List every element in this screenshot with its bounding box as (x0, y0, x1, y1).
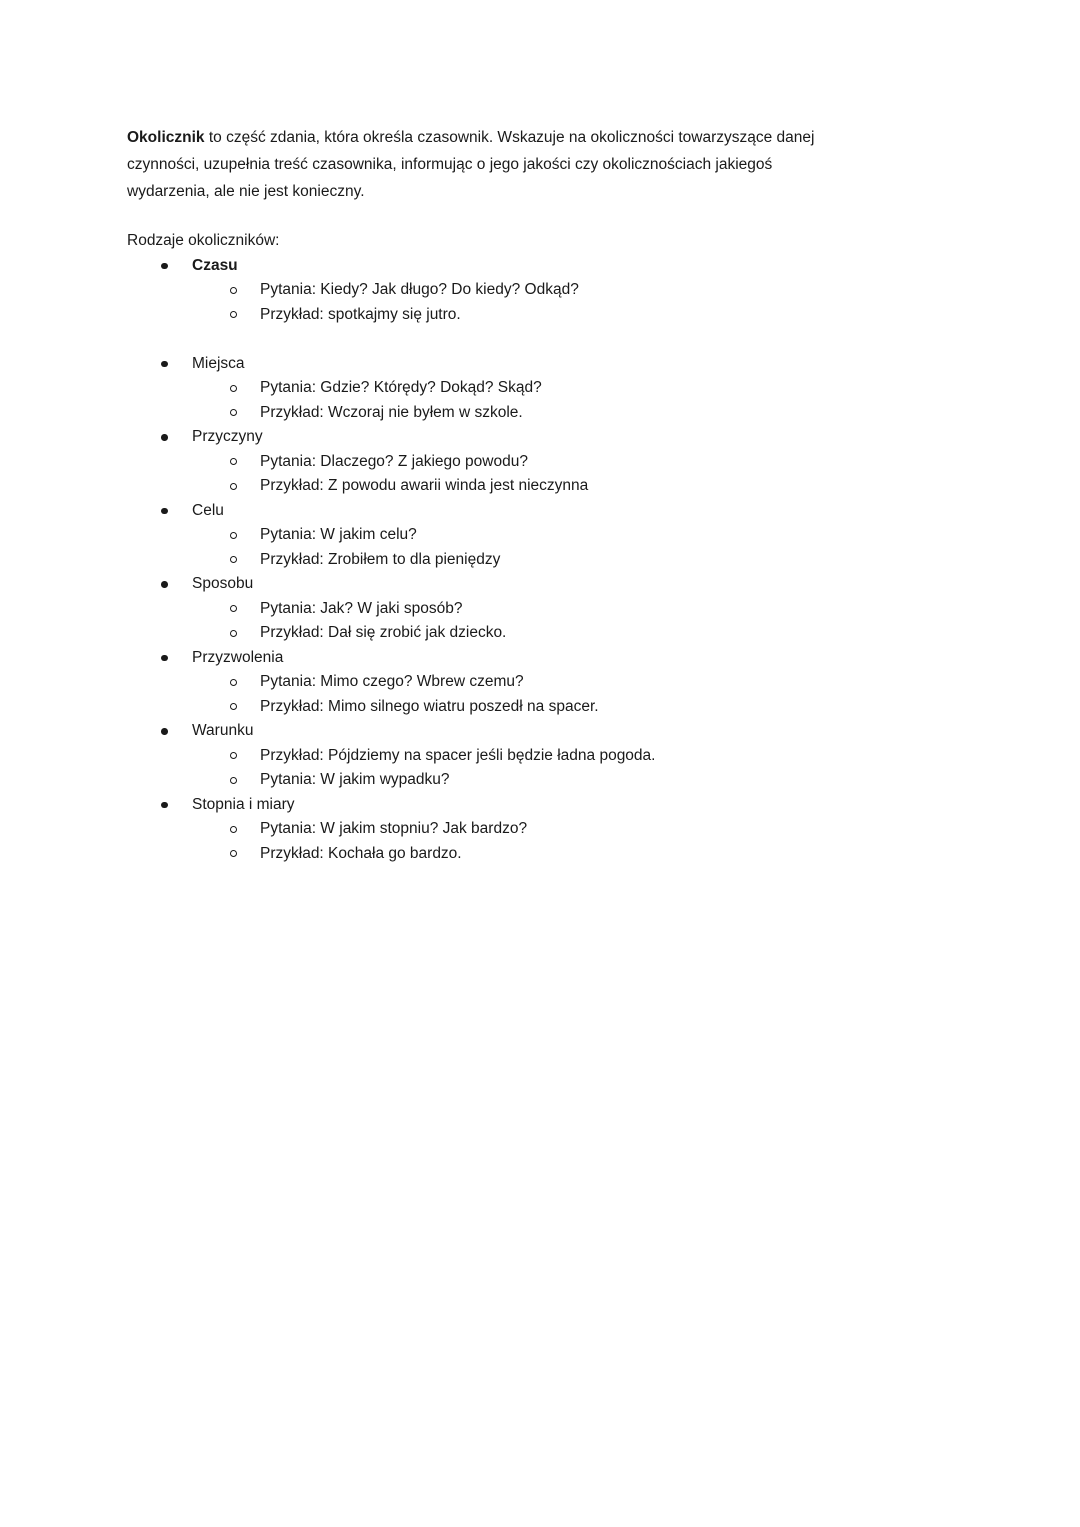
circle-bullet-icon (230, 703, 237, 710)
circle-bullet-icon (230, 826, 237, 833)
section-label: Stopnia i miary (192, 795, 295, 813)
section-label: Przyczyny (192, 428, 263, 445)
bullet-icon (161, 361, 168, 368)
section-label-row (127, 254, 927, 279)
list-section-stopnia-i-miary (127, 793, 927, 867)
sub-item-text: Przykład: Wczoraj nie byłem w szkole. (260, 403, 523, 421)
sub-item-text: Przykład: Z powodu awarii winda jest nieczynna (260, 477, 589, 494)
circle-bullet-icon (230, 679, 237, 686)
sub-item-row (127, 401, 927, 426)
bullet-icon (161, 508, 168, 515)
sub-item-row (127, 670, 927, 695)
sub-item-row (127, 523, 927, 548)
sub-item-text: Pytania: Jak? W jaki sposób? (260, 599, 463, 617)
bullet-icon (161, 434, 168, 441)
sub-item-row (127, 768, 927, 793)
circle-bullet-icon (230, 605, 237, 612)
list-section-czasu (127, 254, 927, 328)
list-section-przyzwolenia (127, 646, 927, 720)
bullet-icon (161, 728, 168, 735)
circle-bullet-icon (230, 385, 237, 392)
circle-bullet-icon (230, 287, 237, 294)
document-content (127, 124, 927, 866)
bullet-icon (161, 581, 168, 588)
sub-item-row (127, 817, 927, 842)
circle-bullet-icon (230, 630, 237, 637)
list-section-miejsca (127, 352, 927, 426)
circle-bullet-icon (230, 850, 237, 857)
circle-bullet-icon (230, 458, 237, 465)
circle-bullet-icon (230, 532, 237, 539)
intro-line-1 (127, 124, 927, 151)
sub-item-row (127, 450, 927, 475)
section-label-row (127, 352, 927, 377)
circle-bullet-icon (230, 777, 237, 784)
sub-item-row (127, 695, 927, 720)
circle-bullet-icon (230, 556, 237, 563)
sub-item-text: Przykład: spotkajmy się jutro. (260, 305, 461, 323)
list-section-przyczyny (127, 425, 927, 499)
sub-item-text: Pytania: Kiedy? Jak długo? Do kiedy? Odkąd? (260, 281, 579, 298)
bullet-icon (161, 655, 168, 662)
section-label: Miejsca (192, 354, 245, 372)
section-label: Warunku (192, 722, 254, 739)
intro-lead-word: Okolicznik (127, 129, 205, 146)
list-section-celu (127, 499, 927, 573)
sub-item-row (127, 376, 927, 401)
section-label: Przyzwolenia (192, 648, 284, 666)
section-label-row (127, 793, 927, 818)
intro-line-2: czynności, uzupełnia treść czasownika, informując o jego jakości czy okolicznościach jakiegoś (127, 156, 773, 173)
circle-bullet-icon (230, 483, 237, 490)
intro-line-1-rest: to część zdania, która określa czasownik. Wskazuje na okoliczności towarzyszące danej (204, 129, 815, 146)
sub-item-text: Pytania: W jakim stopniu? Jak bardzo? (260, 820, 528, 837)
sub-item-text: Pytania: W jakim celu? (260, 526, 417, 543)
section-label-row (127, 572, 927, 597)
sub-item-row (127, 744, 927, 769)
section-label-row (127, 719, 927, 744)
circle-bullet-icon (230, 409, 237, 416)
section-label-row (127, 646, 927, 671)
section-label: Czasu (192, 256, 238, 274)
sub-item-text: Pytania: Dlaczego? Z jakiego powodu? (260, 452, 528, 470)
sub-item-row (127, 278, 927, 303)
sub-item-text: Przykład: Kochała go bardzo. (260, 844, 462, 862)
sub-item-row (127, 548, 927, 573)
sub-item-row (127, 474, 927, 499)
bullet-icon (161, 263, 168, 270)
circle-bullet-icon (230, 752, 237, 759)
sub-item-text: Przykład: Pójdziemy na spacer jeśli będzie ładna pogoda. (260, 746, 656, 764)
sub-item-row (127, 621, 927, 646)
sub-item-text: Pytania: W jakim wypadku? (260, 771, 450, 788)
adverbial-types-list (127, 254, 927, 867)
bullet-icon (161, 802, 168, 809)
section-label-row (127, 499, 927, 524)
sub-item-text: Przykład: Mimo silnego wiatru poszedł na spacer. (260, 697, 599, 715)
list-section-warunku (127, 719, 927, 793)
circle-bullet-icon (230, 311, 237, 318)
sub-item-text: Przykład: Zrobiłem to dla pieniędzy (260, 550, 501, 568)
intro-paragraph (127, 124, 927, 205)
section-label-row (127, 425, 927, 450)
sub-item-row (127, 842, 927, 867)
sub-item-row (127, 597, 927, 622)
list-title: Rodzaje okoliczników: (127, 232, 280, 249)
sub-item-text: Pytania: Gdzie? Którędy? Dokąd? Skąd? (260, 379, 542, 396)
intro-line-3: wydarzenia, ale nie jest konieczny. (127, 183, 365, 200)
section-label: Celu (192, 501, 224, 519)
sub-item-row (127, 303, 927, 328)
section-label: Sposobu (192, 575, 254, 592)
sub-item-text: Pytania: Mimo czego? Wbrew czemu? (260, 673, 524, 690)
list-section-sposobu (127, 572, 927, 646)
sub-item-text: Przykład: Dał się zrobić jak dziecko. (260, 624, 507, 641)
